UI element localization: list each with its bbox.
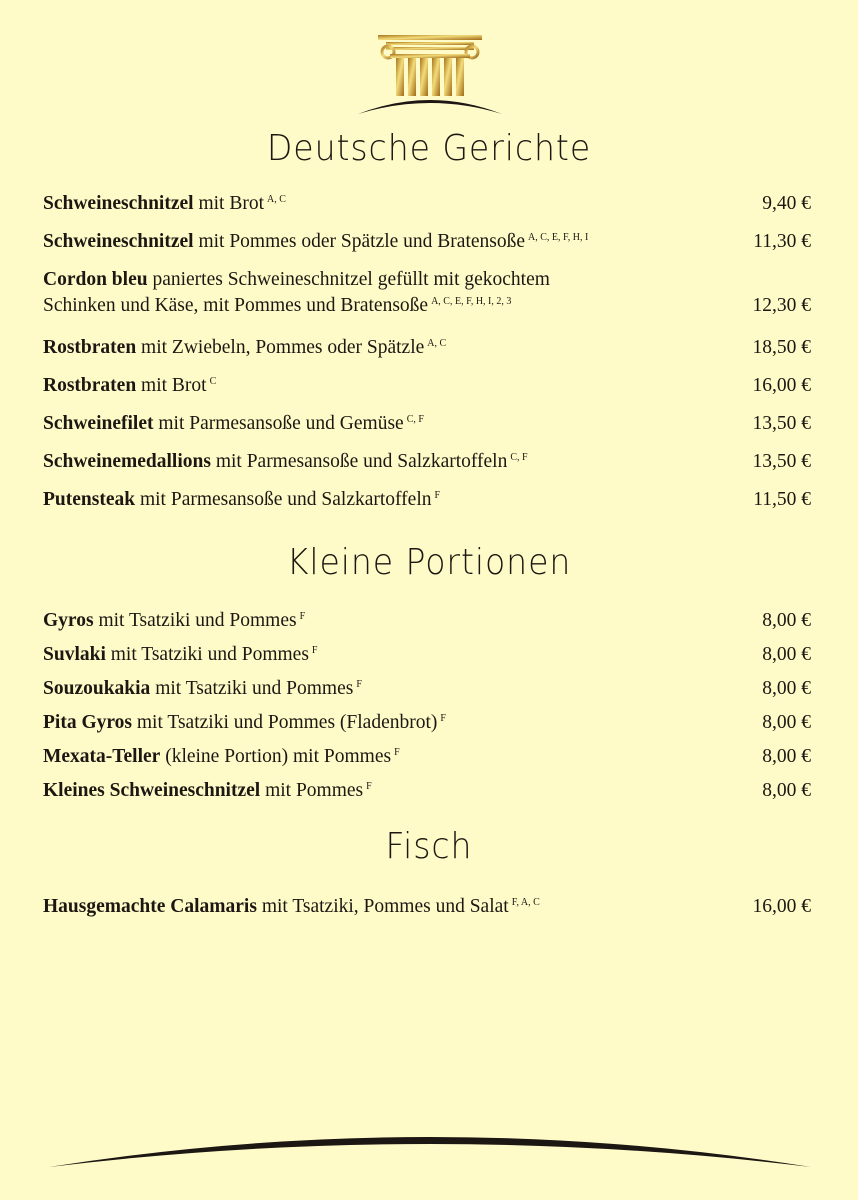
- dish-name: Schweineschnitzel: [43, 231, 194, 252]
- dish-price: 11,50 €: [753, 489, 811, 510]
- dish-description: mit Tsatziki und Pommes: [93, 610, 297, 631]
- section-title-kleine-portionen: Kleine Portionen: [286, 542, 572, 583]
- dish-price: 16,00 €: [752, 896, 811, 917]
- dish-name: Hausgemachte Calamaris: [43, 896, 257, 917]
- dish-name: Kleines Schweineschnitzel: [43, 780, 261, 801]
- menu-item: [43, 778, 811, 804]
- dish-name: Cordon bleu: [43, 269, 148, 290]
- dish-price: 12,30 €: [752, 295, 811, 316]
- dish-price: 13,50 €: [752, 451, 811, 472]
- dish-price: 18,50 €: [752, 337, 811, 358]
- dish-name: Gyros: [43, 610, 94, 631]
- menu-item: [43, 191, 811, 217]
- dish-name: Rostbraten: [43, 375, 137, 396]
- menu-item: [43, 642, 811, 668]
- dish-name: Pita Gyros: [43, 712, 133, 733]
- allergen-codes: F: [366, 781, 372, 792]
- allergen-codes: C, F: [510, 452, 528, 463]
- allergen-codes: F: [311, 645, 318, 656]
- dish-description: mit Pommes: [260, 780, 364, 801]
- menu-item: [43, 267, 811, 319]
- allergen-codes: F: [440, 713, 446, 724]
- menu-item: [43, 608, 811, 634]
- menu-item: [43, 676, 811, 702]
- dish-description: mit Tsatziki und Pommes (Fladenbrot): [132, 712, 438, 733]
- allergen-codes: A, C, E, F, H, I, 2, 3: [431, 296, 512, 307]
- dish-description: (kleine Portion) mit Pommes: [160, 746, 392, 767]
- dish-name: Putensteak: [43, 489, 136, 510]
- allergen-codes: F: [434, 490, 441, 501]
- dish-description: mit Parmesansoße und Gemüse: [153, 413, 404, 434]
- dish-description: paniertes Schweineschnitzel gefüllt mit gekochtem: [147, 269, 550, 290]
- menu-item: [43, 894, 811, 920]
- allergen-codes: C, F: [406, 414, 424, 425]
- menu-item: [43, 411, 811, 437]
- dish-price: 8,00 €: [762, 780, 811, 801]
- allergen-codes: F: [299, 611, 306, 622]
- dish-name: Schweinefilet: [43, 413, 154, 434]
- decorative-arc-divider: [45, 1125, 815, 1175]
- dish-price: 9,40 €: [762, 193, 811, 214]
- dish-name: Schweineschnitzel: [43, 193, 194, 214]
- menu-item: [43, 229, 811, 255]
- dish-price: 11,30 €: [753, 231, 811, 252]
- menu-item: [43, 710, 811, 736]
- dish-price: 8,00 €: [762, 712, 811, 733]
- allergen-codes: C: [209, 376, 217, 387]
- allergen-codes: A, C: [267, 194, 286, 205]
- allergen-codes: A, C, E, F, H, I: [528, 232, 589, 243]
- menu-item: [43, 449, 811, 475]
- allergen-codes: F: [394, 747, 400, 758]
- menu-item: [43, 335, 811, 361]
- greek-column-logo-icon: [350, 30, 510, 120]
- dish-description: mit Tsatziki, Pommes und Salat: [256, 896, 509, 917]
- dish-description: mit Brot: [136, 375, 207, 396]
- dish-name: Mexata-Teller: [43, 746, 161, 767]
- allergen-codes: F: [356, 679, 362, 690]
- dish-description: mit Parmesansoße und Salzkartoffeln: [210, 451, 508, 472]
- menu-item: [43, 744, 811, 770]
- dish-name: Souzoukakia: [43, 678, 151, 699]
- dish-description: mit Brot: [193, 193, 264, 214]
- dish-description-line2: Schinken und Käse, mit Pommes und Bratensoße: [43, 295, 429, 316]
- dish-name: Rostbraten: [43, 337, 137, 358]
- dish-price: 8,00 €: [762, 644, 811, 665]
- section-title-fisch: Fisch: [385, 826, 473, 867]
- dish-description: mit Tsatziki und Pommes: [150, 678, 354, 699]
- dish-price: 8,00 €: [762, 610, 811, 631]
- menu-item: [43, 373, 811, 399]
- menu-item: [43, 487, 811, 513]
- dish-name: Suvlaki: [43, 644, 106, 665]
- dish-name: Schweinemedallions: [43, 451, 211, 472]
- dish-price: 16,00 €: [752, 375, 811, 396]
- dish-price: 8,00 €: [762, 678, 811, 699]
- dish-description: mit Pommes oder Spätzle und Bratensoße: [193, 231, 526, 252]
- dish-description: mit Tsatziki und Pommes: [105, 644, 309, 665]
- allergen-codes: A, C: [427, 338, 447, 349]
- dish-description: mit Zwiebeln, Pommes oder Spätzle: [136, 337, 425, 358]
- dish-description: mit Parmesansoße und Salzkartoffeln: [135, 489, 432, 510]
- section-title-deutsche-gerichte: Deutsche Gerichte: [266, 128, 592, 169]
- allergen-codes: F, A, C: [511, 897, 540, 908]
- dish-price: 8,00 €: [762, 746, 811, 767]
- dish-price: 13,50 €: [752, 413, 811, 434]
